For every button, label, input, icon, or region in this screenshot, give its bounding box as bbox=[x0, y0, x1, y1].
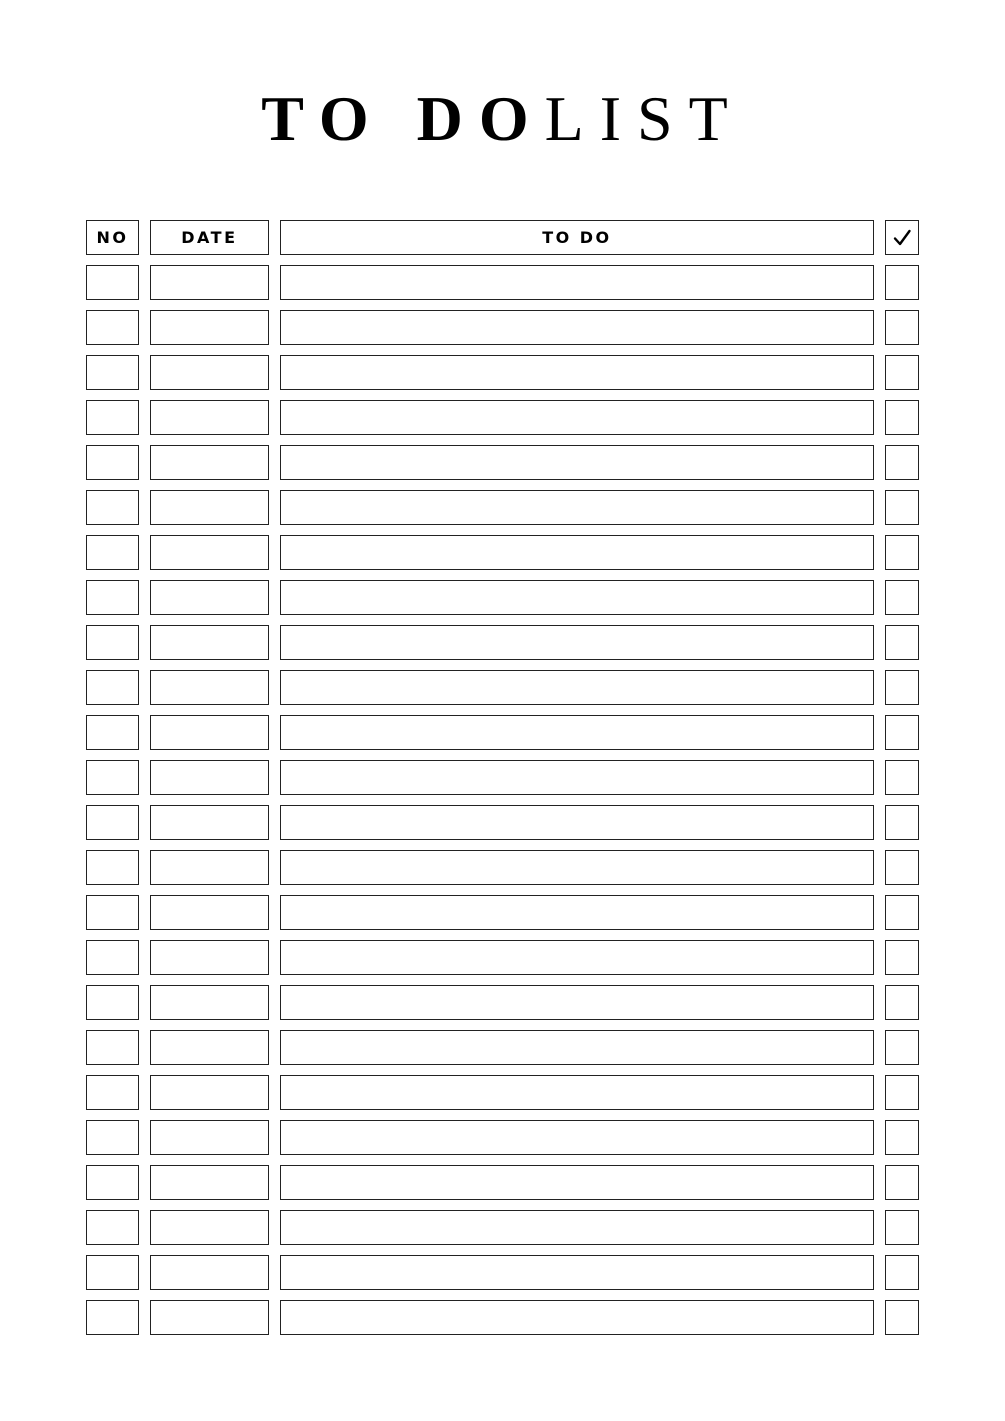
table-row bbox=[86, 670, 919, 705]
table-row bbox=[86, 1255, 919, 1290]
no-field[interactable] bbox=[86, 715, 139, 750]
done-checkbox[interactable] bbox=[885, 400, 919, 435]
todo-field[interactable] bbox=[280, 310, 874, 345]
no-field[interactable] bbox=[86, 985, 139, 1020]
done-checkbox[interactable] bbox=[885, 310, 919, 345]
date-field[interactable] bbox=[150, 895, 269, 930]
checkmark-icon bbox=[891, 227, 913, 249]
done-checkbox[interactable] bbox=[885, 1075, 919, 1110]
todo-field[interactable] bbox=[280, 1300, 874, 1335]
date-field[interactable] bbox=[150, 310, 269, 345]
table-row bbox=[86, 715, 919, 750]
date-field[interactable] bbox=[150, 760, 269, 795]
done-checkbox[interactable] bbox=[885, 535, 919, 570]
table-row bbox=[86, 445, 919, 480]
date-field[interactable] bbox=[150, 580, 269, 615]
date-field[interactable] bbox=[150, 670, 269, 705]
date-field[interactable] bbox=[150, 940, 269, 975]
date-field[interactable] bbox=[150, 1300, 269, 1335]
no-field[interactable] bbox=[86, 580, 139, 615]
table-row bbox=[86, 985, 919, 1020]
no-field[interactable] bbox=[86, 1210, 139, 1245]
todo-field[interactable] bbox=[280, 625, 874, 660]
done-checkbox[interactable] bbox=[885, 940, 919, 975]
no-field[interactable] bbox=[86, 1030, 139, 1065]
table-row bbox=[86, 400, 919, 435]
done-checkbox[interactable] bbox=[885, 1300, 919, 1335]
header-check bbox=[885, 220, 919, 255]
table-row bbox=[86, 490, 919, 525]
done-checkbox[interactable] bbox=[885, 1255, 919, 1290]
table-row bbox=[86, 940, 919, 975]
no-field[interactable] bbox=[86, 895, 139, 930]
todo-field[interactable] bbox=[280, 985, 874, 1020]
table-row bbox=[86, 355, 919, 390]
todo-field[interactable] bbox=[280, 1075, 874, 1110]
no-field[interactable] bbox=[86, 670, 139, 705]
table-row bbox=[86, 760, 919, 795]
todo-field[interactable] bbox=[280, 355, 874, 390]
done-checkbox[interactable] bbox=[885, 445, 919, 480]
table-row bbox=[86, 310, 919, 345]
no-field[interactable] bbox=[86, 760, 139, 795]
done-checkbox[interactable] bbox=[885, 1030, 919, 1065]
todo-field[interactable] bbox=[280, 400, 874, 435]
todo-field[interactable] bbox=[280, 940, 874, 975]
todo-field[interactable] bbox=[280, 1030, 874, 1065]
date-field[interactable] bbox=[150, 1165, 269, 1200]
no-field[interactable] bbox=[86, 535, 139, 570]
date-field[interactable] bbox=[150, 1030, 269, 1065]
todo-field[interactable] bbox=[280, 1120, 874, 1155]
todo-field[interactable] bbox=[280, 715, 874, 750]
date-field[interactable] bbox=[150, 490, 269, 525]
header-no: NO bbox=[86, 220, 139, 255]
no-field[interactable] bbox=[86, 445, 139, 480]
todo-field[interactable] bbox=[280, 1165, 874, 1200]
no-field[interactable] bbox=[86, 1075, 139, 1110]
table-row bbox=[86, 1030, 919, 1065]
todo-field[interactable] bbox=[280, 490, 874, 525]
table-row bbox=[86, 850, 919, 885]
todo-field[interactable] bbox=[280, 895, 874, 930]
no-field[interactable] bbox=[86, 625, 139, 660]
no-field[interactable] bbox=[86, 850, 139, 885]
table-row bbox=[86, 1300, 919, 1335]
todo-field[interactable] bbox=[280, 805, 874, 840]
date-field[interactable] bbox=[150, 265, 269, 300]
no-field[interactable] bbox=[86, 355, 139, 390]
date-field[interactable] bbox=[150, 445, 269, 480]
date-field[interactable] bbox=[150, 1210, 269, 1245]
done-checkbox[interactable] bbox=[885, 850, 919, 885]
todo-field[interactable] bbox=[280, 850, 874, 885]
no-field[interactable] bbox=[86, 400, 139, 435]
todo-field[interactable] bbox=[280, 580, 874, 615]
done-checkbox[interactable] bbox=[885, 760, 919, 795]
done-checkbox[interactable] bbox=[885, 985, 919, 1020]
todo-table bbox=[86, 220, 919, 1345]
done-checkbox[interactable] bbox=[885, 265, 919, 300]
date-field[interactable] bbox=[150, 805, 269, 840]
no-field[interactable] bbox=[86, 805, 139, 840]
no-field[interactable] bbox=[86, 490, 139, 525]
date-field[interactable] bbox=[150, 850, 269, 885]
done-checkbox[interactable] bbox=[885, 1210, 919, 1245]
title-part-1: TO DO bbox=[261, 83, 545, 154]
no-field[interactable] bbox=[86, 940, 139, 975]
date-field[interactable] bbox=[150, 985, 269, 1020]
done-checkbox[interactable] bbox=[885, 580, 919, 615]
header-row bbox=[86, 220, 919, 255]
done-checkbox[interactable] bbox=[885, 625, 919, 660]
todo-field[interactable] bbox=[280, 1255, 874, 1290]
table-row bbox=[86, 1165, 919, 1200]
todo-field[interactable] bbox=[280, 535, 874, 570]
no-field[interactable] bbox=[86, 1165, 139, 1200]
done-checkbox[interactable] bbox=[885, 1120, 919, 1155]
no-field[interactable] bbox=[86, 1120, 139, 1155]
todo-field[interactable] bbox=[280, 445, 874, 480]
page-title bbox=[0, 80, 1005, 158]
done-checkbox[interactable] bbox=[885, 1165, 919, 1200]
date-field[interactable] bbox=[150, 1255, 269, 1290]
table-row bbox=[86, 1210, 919, 1245]
no-field[interactable] bbox=[86, 1300, 139, 1335]
title-part-2: LIST bbox=[544, 83, 744, 154]
done-checkbox[interactable] bbox=[885, 670, 919, 705]
todo-field[interactable] bbox=[280, 265, 874, 300]
done-checkbox[interactable] bbox=[885, 715, 919, 750]
table-row bbox=[86, 805, 919, 840]
no-field[interactable] bbox=[86, 310, 139, 345]
table-row bbox=[86, 1120, 919, 1155]
table-row bbox=[86, 580, 919, 615]
todo-field[interactable] bbox=[280, 670, 874, 705]
date-field[interactable] bbox=[150, 715, 269, 750]
date-field[interactable] bbox=[150, 1075, 269, 1110]
todo-field[interactable] bbox=[280, 760, 874, 795]
date-field[interactable] bbox=[150, 535, 269, 570]
done-checkbox[interactable] bbox=[885, 355, 919, 390]
done-checkbox[interactable] bbox=[885, 805, 919, 840]
table-row bbox=[86, 1075, 919, 1110]
table-row bbox=[86, 625, 919, 660]
table-row bbox=[86, 535, 919, 570]
date-field[interactable] bbox=[150, 400, 269, 435]
date-field[interactable] bbox=[150, 625, 269, 660]
header-date: DATE bbox=[150, 220, 269, 255]
table-body bbox=[86, 265, 919, 1335]
date-field[interactable] bbox=[150, 1120, 269, 1155]
no-field[interactable] bbox=[86, 1255, 139, 1290]
header-todo: TO DO bbox=[280, 220, 874, 255]
no-field[interactable] bbox=[86, 265, 139, 300]
done-checkbox[interactable] bbox=[885, 490, 919, 525]
date-field[interactable] bbox=[150, 355, 269, 390]
done-checkbox[interactable] bbox=[885, 895, 919, 930]
table-row bbox=[86, 895, 919, 930]
todo-field[interactable] bbox=[280, 1210, 874, 1245]
table-row bbox=[86, 265, 919, 300]
